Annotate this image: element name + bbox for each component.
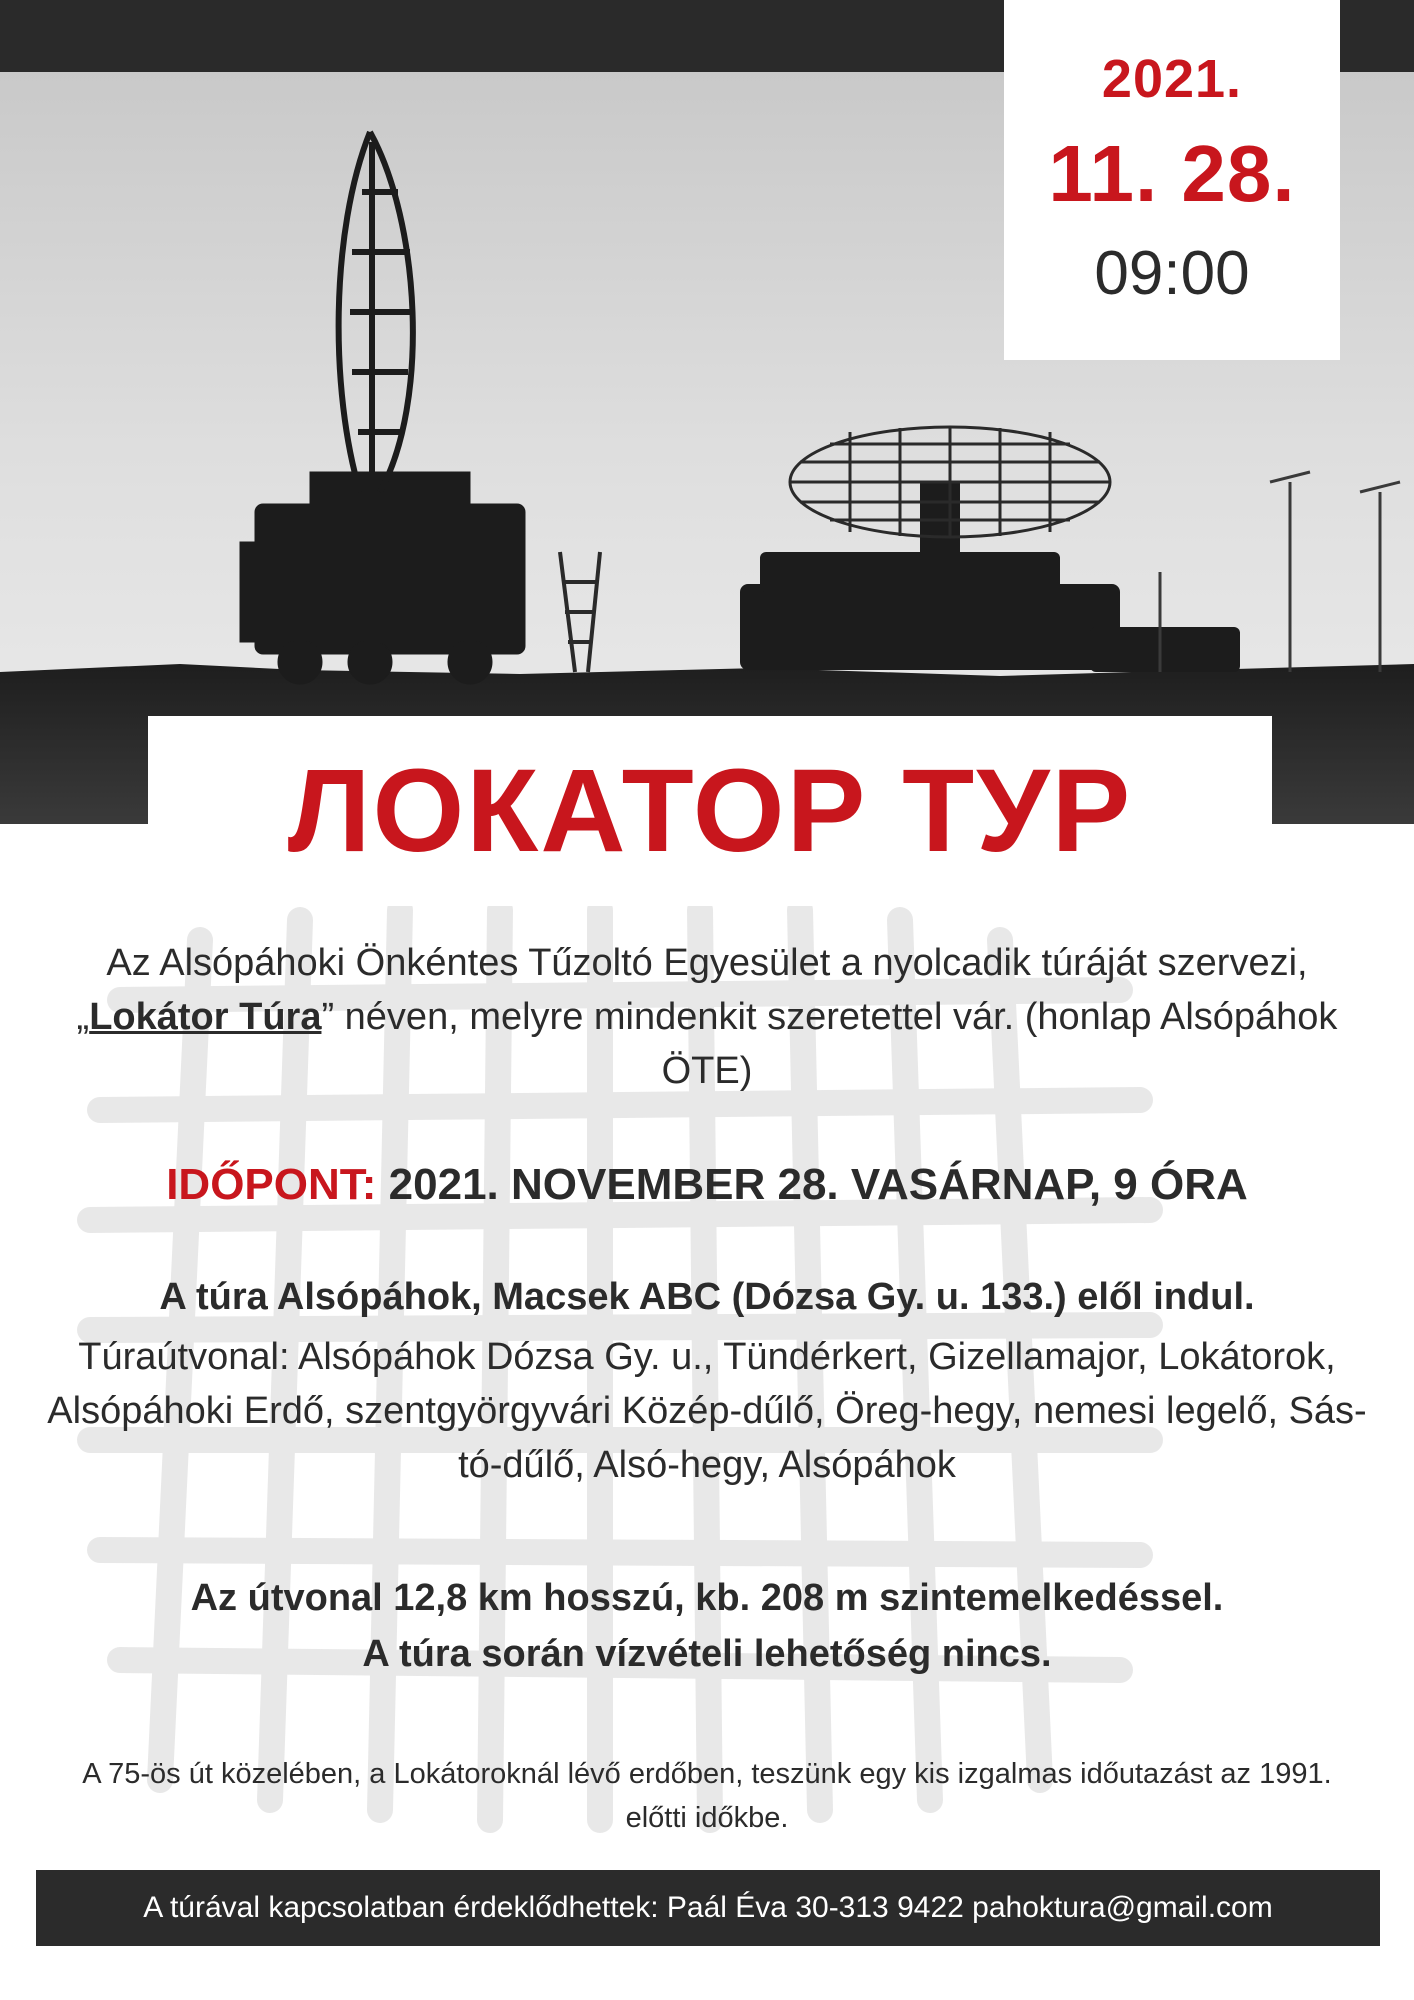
intro-text-2: ” néven, melyre mindenkit szeretettel vár. (honlap Alsópáhok ÖTE) [321, 996, 1338, 1092]
date-time: 09:00 [1094, 239, 1250, 308]
schedule-value: 2021. NOVEMBER 28. VASÁRNAP, 9 ÓRA [388, 1160, 1248, 1209]
schedule-line [0, 1158, 1414, 1212]
date-year: 2021. [1101, 49, 1243, 109]
intro-paragraph [50, 936, 1364, 1098]
route-description: Túraútvonal: Alsópáhok Dózsa Gy. u., Tündérkert, Gizellamajor, Lokátorok, Alsópáhoki Erdő, szentgyörgyvári Közép-dűlő, Öreg-hegy, nemesi legelő, Sás-tó-dűlő, Alsó-hegy, Alsópáhok [47, 1336, 1367, 1486]
water-info: A túra során vízvételi lehetőség nincs. [362, 1633, 1052, 1675]
contact-footer: A túrával kapcsolatban érdeklődhettek: Paál Éva 30-313 9422 pahoktura@gmail.com [36, 1870, 1380, 1946]
date-day: 11. 28. [1048, 129, 1296, 218]
distance-info: Az útvonal 12,8 km hosszú, kb. 208 m szintemelkedéssel. [190, 1577, 1224, 1619]
date-box [1004, 0, 1340, 360]
intro-text-1: Az Alsópáhoki Önkéntes Tűzoltó Egyesület a nyolcadik túráját szervezi, „ [76, 942, 1308, 1038]
page-title: ЛОКАТОР ТУР [287, 745, 1133, 877]
event-name: Lokátor Túra [89, 996, 322, 1038]
schedule-label: IDŐPONT: [166, 1160, 377, 1209]
note-text: A 75-ös út közelében, a Lokátoroknál lévő erdőben, teszünk egy kis izgalmas időutazást az 1991. előtti időkbe. [82, 1758, 1332, 1834]
title-box [148, 716, 1272, 906]
start-point: A túra Alsópáhok, Macsek ABC (Dózsa Gy. u. 133.) elől indul. [159, 1276, 1255, 1318]
